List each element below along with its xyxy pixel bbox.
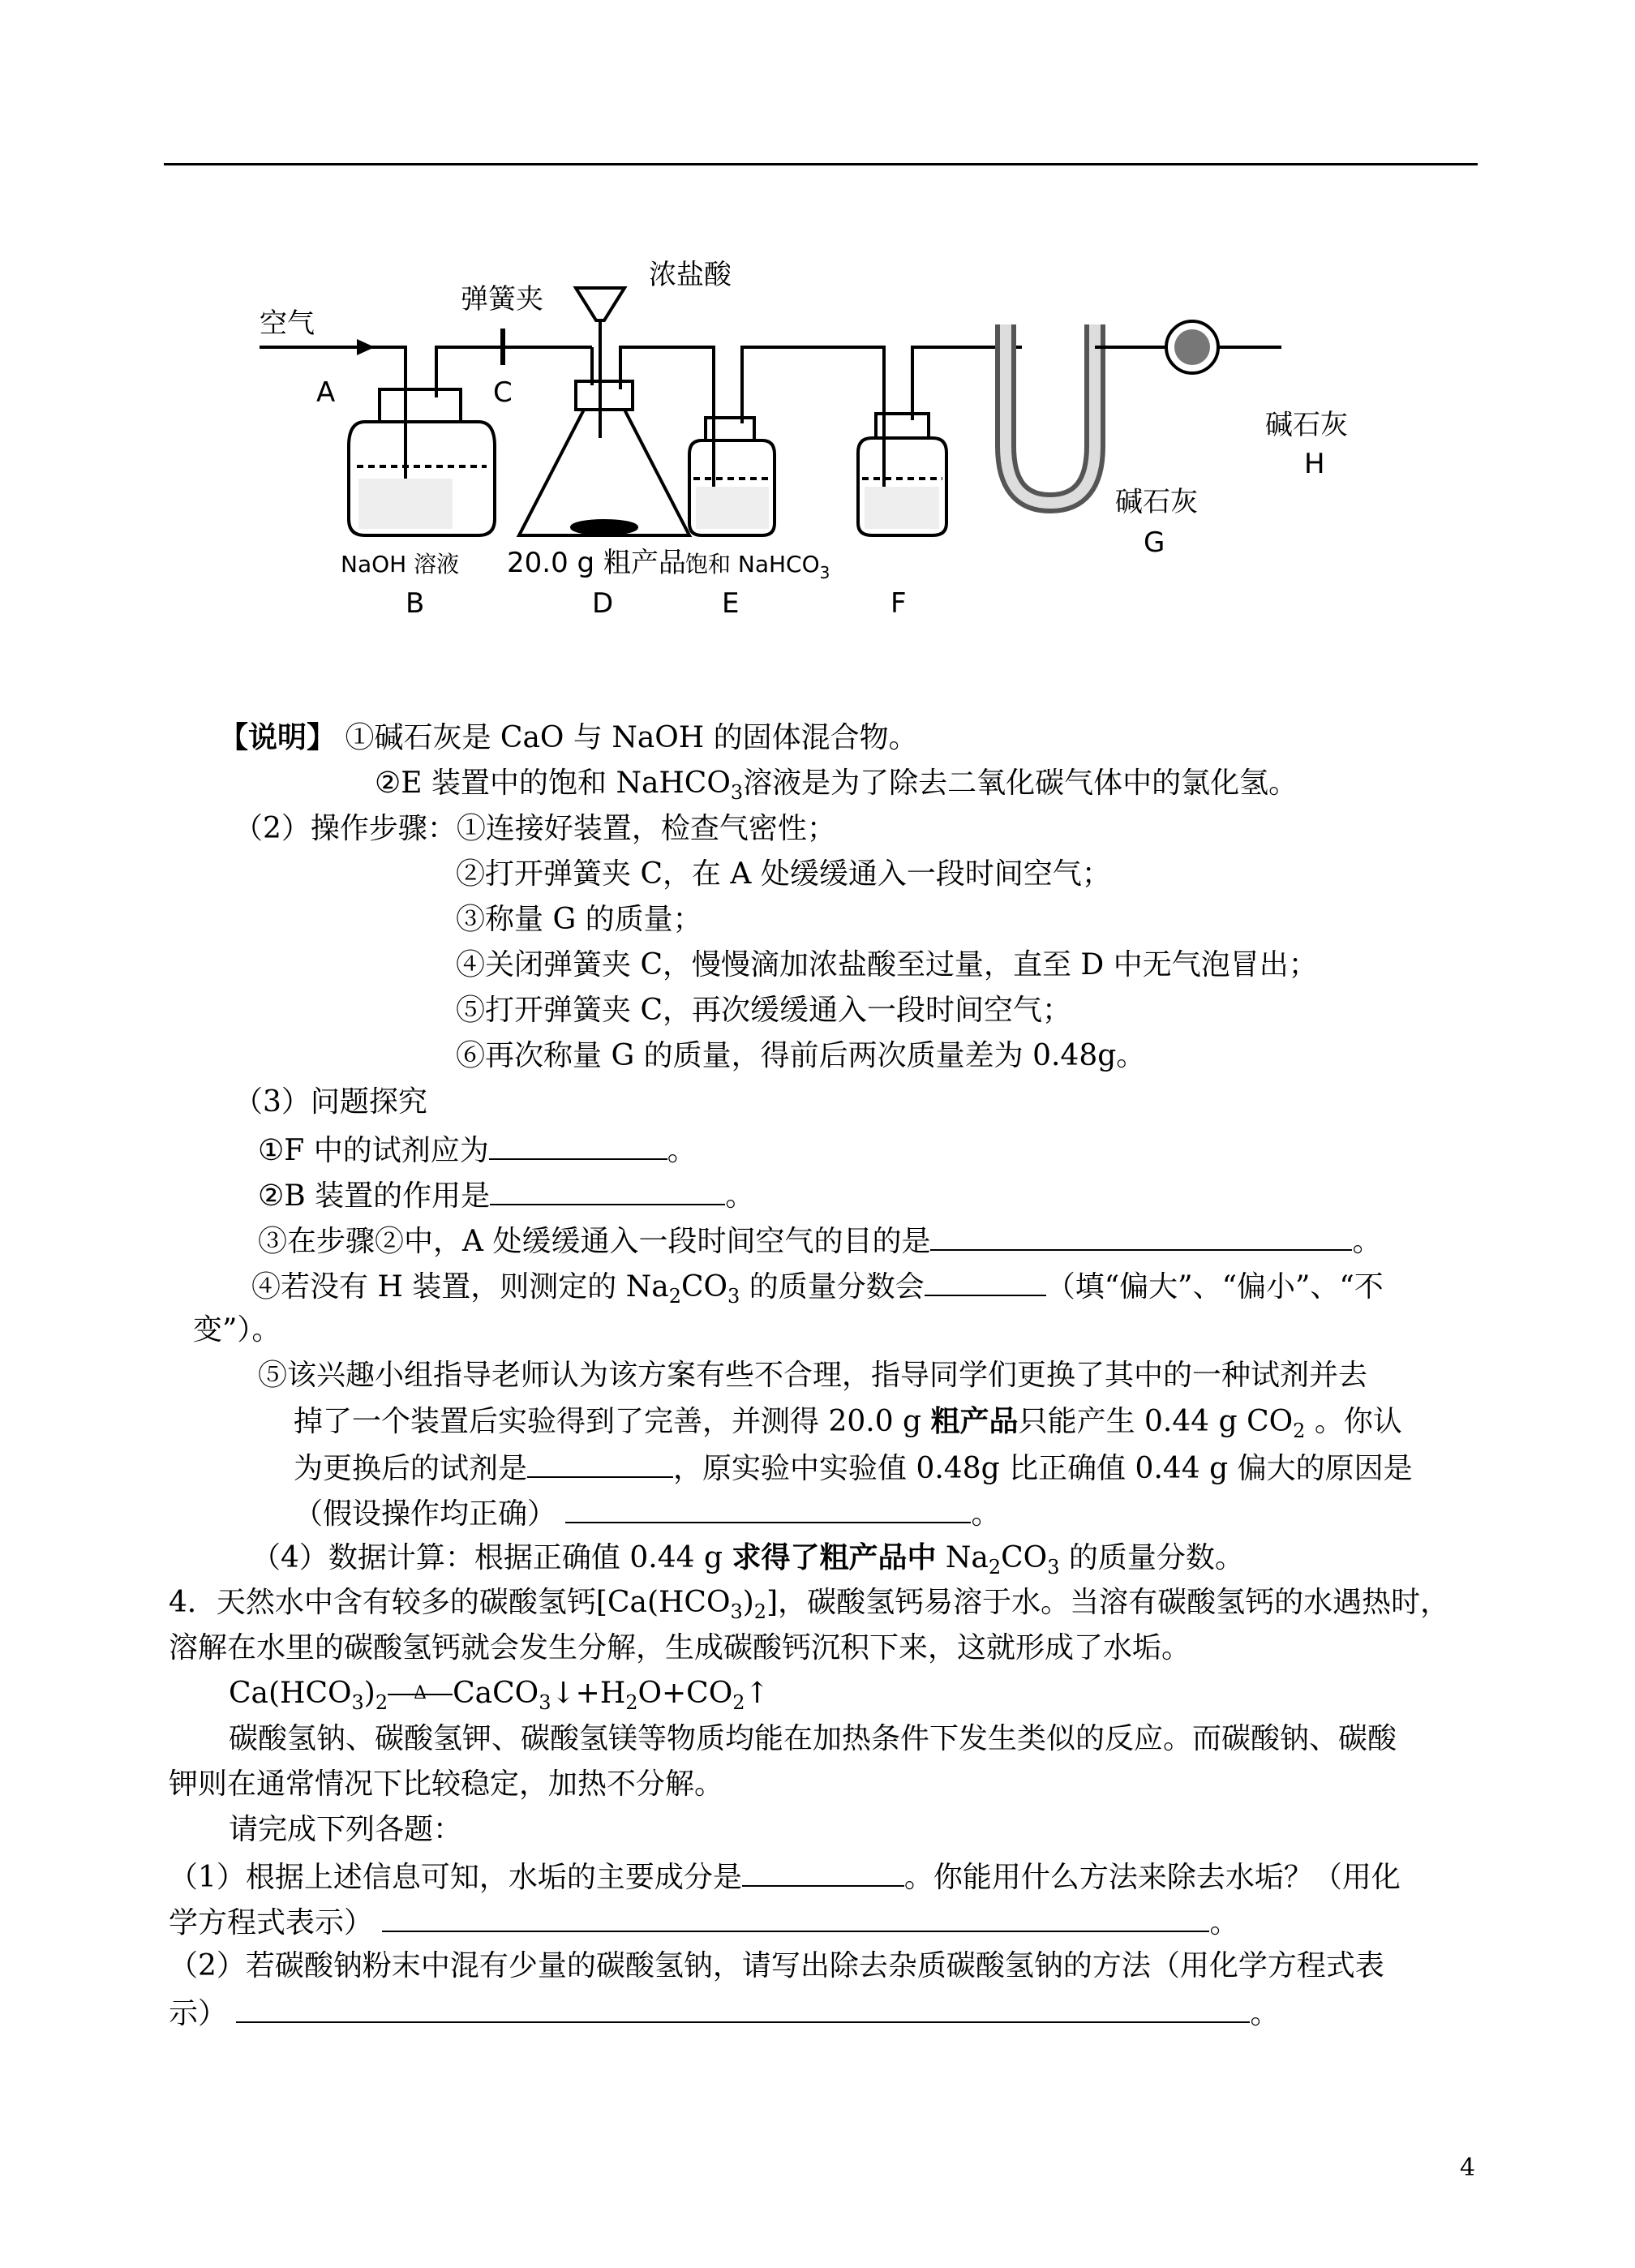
label-e: E	[722, 587, 740, 620]
step-5: ⑤打开弹簧夹 C，再次缓缓通入一段时间空气；	[456, 994, 1071, 1027]
problem-4-instruction: 请完成下列各题：	[229, 1813, 463, 1846]
e-reagent: 饱和 NaHCO$_3$	[685, 551, 830, 582]
note-2: ②E 装置中的饱和 NaHCO$_3$溶液是为了除去二氧化碳气体中的氯化氢。	[375, 767, 1298, 805]
step-2: ②打开弹簧夹 C，在 A 处缓缓通入一段时间空气；	[456, 857, 1111, 891]
apparatus-diagram	[235, 243, 1403, 633]
label-d: D	[592, 587, 614, 620]
answer-blank[interactable]	[925, 1265, 1046, 1296]
label-a: A	[316, 376, 336, 409]
reaction-equation: $Ca(HCO_3)_2$ Δ $CaCO_3↓+H_2O+CO_2↑$	[229, 1677, 770, 1715]
question-3: ③在步骤②中，A 处缓缓通入一段时间空气的目的是 。	[258, 1220, 1381, 1261]
question-1: ①F 中的试剂应为 。	[258, 1129, 697, 1171]
d-reagent: 20.0 g 粗产品	[507, 547, 686, 579]
question-5: ⑤该兴趣小组指导老师认为该方案有些不合理，指导同学们更换了其中的一种试剂并去	[258, 1359, 1368, 1392]
page-number: 4	[1460, 2154, 1476, 2182]
acid-funnel	[576, 288, 624, 320]
question-5-line-2: 掉了一个装置后实验得到了完善，并测得 20.0 g 粗产品只能产生 0.44 g $CO_2$ 。你认	[294, 1404, 1402, 1443]
answer-blank[interactable]	[742, 1856, 904, 1887]
answer-blank[interactable]	[382, 1901, 1209, 1932]
clip-label: 弹簧夹	[461, 283, 543, 316]
problem-4-question-1: （1）根据上述信息可知，水垢的主要成分是 。你能用什么方法来除去水垢？（用化	[169, 1856, 1401, 1897]
header-rule	[164, 163, 1478, 165]
answer-blank[interactable]	[490, 1175, 725, 1205]
answer-blank[interactable]	[236, 1992, 1250, 2023]
label-c: C	[493, 376, 513, 409]
answer-blank[interactable]	[489, 1129, 667, 1160]
question-4-cont: 变”）。	[193, 1313, 281, 1347]
problem-4-line-4: 钾则在通常情况下比较稳定，加热不分解。	[169, 1768, 724, 1801]
e-outlet-tube	[742, 347, 884, 511]
data-calculation: （4）数据计算：根据正确值 0.44 g 求得了粗产品中 $Na_2CO_3$ 的质量分数。	[251, 1540, 1244, 1579]
question-5-line-3: 为更换后的试剂是 ，原实验中实验值 0.48g 比正确值 0.44 g 偏大的原因是	[294, 1447, 1413, 1488]
label-f: F	[890, 587, 907, 620]
g-reagent: 碱石灰	[1115, 486, 1198, 518]
problem-4-question-2-cont: 示） 。	[169, 1992, 1279, 2034]
b-reagent: NaOH 溶液	[341, 551, 460, 578]
answer-blank[interactable]	[930, 1220, 1352, 1251]
problem-4-line-2: 溶解在水里的碳酸氢钙就会发生分解，生成碳酸钙沉积下来，这就形成了水垢。	[169, 1631, 1191, 1664]
h-reagent: 碱石灰	[1265, 409, 1348, 441]
step-3: ③称量 G 的质量；	[456, 903, 702, 936]
flask-d	[519, 410, 689, 535]
note-1: 【说明】 ①碱石灰是 CaO 与 NaOH 的固体混合物。	[219, 720, 918, 754]
problem-4-question-1-cont: 学方程式表示） 。	[169, 1901, 1238, 1943]
step-6: ⑥再次称量 G 的质量，得前后两次质量差为 0.48g。	[456, 1039, 1146, 1072]
label-b: B	[406, 587, 425, 620]
questions-title: （3）问题探究	[234, 1085, 427, 1119]
air-label: 空气	[260, 307, 315, 340]
problem-4-line-3: 碳酸氢钠、碳酸氢钾、碳酸氢镁等物质均能在加热条件下发生类似的反应。而碳酸钠、碳酸	[229, 1722, 1397, 1755]
step-4: ④关闭弹簧夹 C，慢慢滴加浓盐酸至过量，直至 D 中无气泡冒出；	[456, 948, 1318, 982]
answer-blank[interactable]	[565, 1493, 971, 1523]
bottle-b-stopper	[380, 389, 461, 422]
label-g: G	[1144, 526, 1165, 559]
label-h: H	[1304, 448, 1325, 480]
question-4: ④若没有 H 装置，则测定的 $Na_2CO_3$ 的质量分数会 （填“偏大”、“偏小”、“不	[251, 1265, 1384, 1307]
u-tube-g	[1006, 324, 1095, 503]
steps-1: （2）操作步骤：①连接好装置，检查气密性；	[234, 812, 836, 845]
acid-label: 浓盐酸	[649, 259, 732, 291]
problem-4-line-1: 4．天然水中含有较多的碳酸氢钙$[Ca(HCO_3)_2]$，碳酸氢钙易溶于水。当溶有碳酸氢钙的水遇热时，	[169, 1586, 1450, 1624]
question-2: ②B 装置的作用是 。	[258, 1175, 754, 1216]
question-5-line-4: （假设操作均正确） 。	[294, 1493, 1000, 1534]
problem-4-question-2: （2）若碳酸钠粉末中混有少量的碳酸氢钠，请写出除去杂质碳酸氢钠的方法（用化学方程式表	[169, 1949, 1384, 1982]
answer-blank[interactable]	[527, 1447, 673, 1478]
